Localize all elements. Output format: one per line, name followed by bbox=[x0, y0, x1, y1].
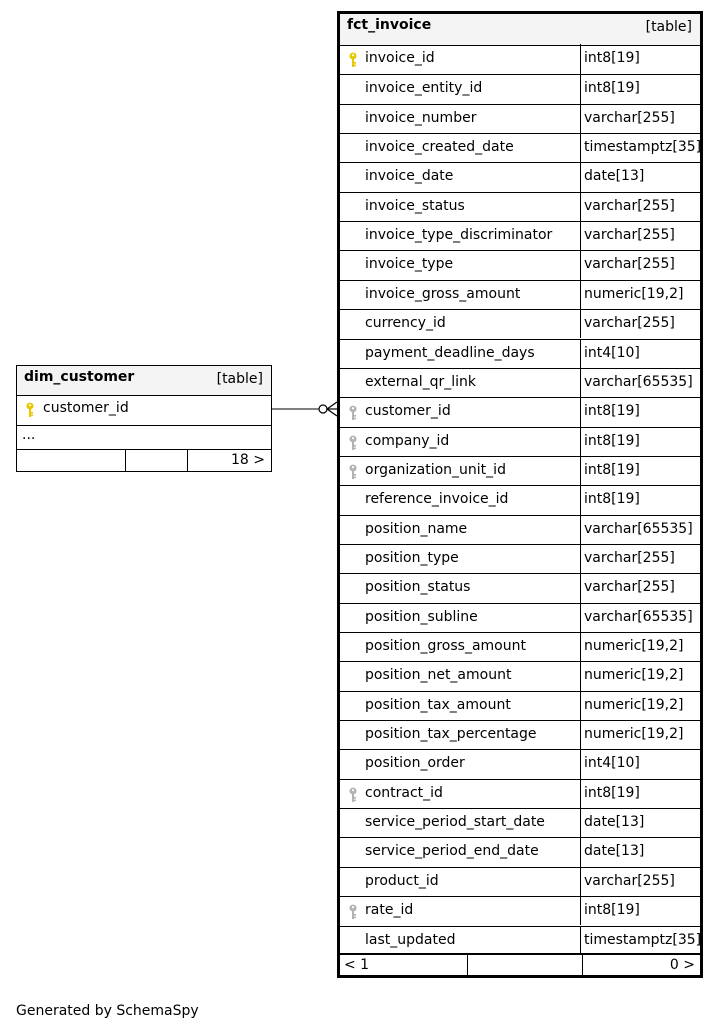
column-name: invoice_gross_amount bbox=[365, 285, 521, 302]
column-row[interactable] bbox=[340, 45, 700, 74]
column-row[interactable] bbox=[340, 867, 700, 896]
column-name: customer_id bbox=[43, 400, 129, 416]
column-name: organization_unit_id bbox=[365, 461, 506, 478]
relationship-zero-marker bbox=[319, 405, 327, 413]
column-type: timestamptz[35] bbox=[584, 931, 702, 948]
dim-customer-ellipsis-row bbox=[17, 425, 271, 449]
column-name: invoice_number bbox=[365, 109, 477, 126]
column-separator bbox=[580, 133, 581, 162]
column-row[interactable] bbox=[340, 133, 700, 162]
column-row[interactable] bbox=[340, 691, 700, 720]
footer-cell-left bbox=[340, 955, 468, 977]
column-row[interactable] bbox=[340, 661, 700, 690]
column-separator bbox=[580, 397, 581, 426]
table-kind: [table] bbox=[216, 371, 263, 387]
column-row[interactable] bbox=[340, 603, 700, 632]
column-separator bbox=[580, 280, 581, 309]
column-separator bbox=[580, 485, 581, 514]
column-row[interactable] bbox=[340, 339, 700, 368]
column-separator bbox=[580, 926, 581, 955]
relationship-crowfoot-top bbox=[327, 402, 337, 409]
column-row[interactable] bbox=[340, 720, 700, 749]
foreign-key-icon bbox=[348, 464, 358, 480]
parents-count: < 1 bbox=[344, 957, 370, 973]
column-row[interactable] bbox=[340, 485, 700, 514]
column-separator bbox=[580, 221, 581, 250]
column-name: service_period_end_date bbox=[365, 843, 539, 860]
primary-key-icon bbox=[25, 402, 35, 418]
column-type: numeric[19,2] bbox=[584, 285, 684, 302]
column-name: product_id bbox=[365, 872, 439, 889]
column-row[interactable] bbox=[340, 573, 700, 602]
column-row[interactable] bbox=[340, 749, 700, 778]
column-separator bbox=[580, 456, 581, 485]
table-kind: [table] bbox=[645, 19, 692, 35]
column-separator bbox=[580, 720, 581, 749]
column-type: int4[10] bbox=[584, 344, 640, 361]
more-columns-ellipsis: ... bbox=[22, 427, 36, 443]
column-name: invoice_id bbox=[365, 50, 435, 66]
foreign-key-icon bbox=[348, 904, 358, 920]
column-row[interactable] bbox=[340, 632, 700, 661]
generated-by-label: Generated by SchemaSpy bbox=[16, 1003, 199, 1019]
column-type: varchar[255] bbox=[584, 872, 675, 889]
column-type: varchar[255] bbox=[584, 227, 675, 244]
column-type: date[13] bbox=[584, 843, 645, 860]
column-type: varchar[255] bbox=[584, 256, 675, 273]
column-type: int8[19] bbox=[584, 80, 640, 97]
column-name: external_qr_link bbox=[365, 373, 477, 390]
primary-key-icon bbox=[348, 52, 358, 68]
column-separator bbox=[580, 808, 581, 837]
fct-invoice-footer bbox=[340, 953, 700, 977]
column-name: position_net_amount bbox=[365, 667, 512, 684]
column-separator bbox=[580, 339, 581, 368]
dim-customer-key-row[interactable] bbox=[17, 395, 271, 425]
column-name: customer_id bbox=[365, 403, 451, 420]
column-separator bbox=[580, 250, 581, 279]
column-type: varchar[65535] bbox=[584, 520, 693, 537]
column-type: numeric[19,2] bbox=[584, 696, 684, 713]
column-row[interactable] bbox=[340, 104, 700, 133]
column-row[interactable] bbox=[340, 808, 700, 837]
column-separator bbox=[580, 162, 581, 191]
column-separator bbox=[580, 427, 581, 456]
dim-customer-header bbox=[17, 366, 271, 396]
column-row[interactable] bbox=[340, 192, 700, 221]
column-name: invoice_type bbox=[365, 256, 454, 273]
column-type: date[13] bbox=[584, 168, 645, 185]
column-name: company_id bbox=[365, 432, 450, 449]
column-name: contract_id bbox=[365, 784, 443, 801]
column-separator bbox=[580, 603, 581, 632]
column-type: numeric[19,2] bbox=[584, 638, 684, 654]
column-type: date[13] bbox=[584, 814, 645, 831]
column-separator bbox=[580, 691, 581, 720]
column-name: invoice_date bbox=[365, 168, 454, 185]
column-row[interactable] bbox=[340, 74, 700, 103]
fct-invoice-header bbox=[340, 14, 700, 46]
column-type: timestamptz[35] bbox=[584, 139, 702, 156]
column-name: position_type bbox=[365, 549, 459, 566]
column-separator bbox=[580, 867, 581, 896]
column-name: service_period_start_date bbox=[365, 814, 545, 831]
foreign-key-icon bbox=[348, 405, 358, 421]
column-type: varchar[255] bbox=[584, 549, 675, 566]
column-type: int8[19] bbox=[584, 50, 640, 66]
column-name: position_name bbox=[365, 520, 468, 537]
column-name: last_updated bbox=[365, 931, 456, 948]
column-type: int8[19] bbox=[584, 784, 640, 801]
column-name: position_tax_amount bbox=[365, 696, 511, 713]
foreign-key-icon bbox=[348, 787, 358, 803]
column-row[interactable] bbox=[340, 896, 700, 925]
column-separator bbox=[580, 896, 581, 925]
table-name: dim_customer bbox=[24, 369, 135, 385]
column-type: numeric[19,2] bbox=[584, 726, 684, 743]
column-type: int4[10] bbox=[584, 755, 640, 772]
column-separator bbox=[580, 749, 581, 778]
column-separator bbox=[580, 74, 581, 103]
column-row[interactable] bbox=[340, 926, 700, 955]
column-type: int8[19] bbox=[584, 432, 640, 449]
column-name: invoice_type_discriminator bbox=[365, 227, 553, 244]
column-type: int8[19] bbox=[584, 403, 640, 420]
column-type: numeric[19,2] bbox=[584, 667, 684, 684]
column-row[interactable] bbox=[340, 280, 700, 309]
column-row[interactable] bbox=[340, 779, 700, 808]
column-separator bbox=[580, 544, 581, 573]
column-row[interactable] bbox=[340, 427, 700, 456]
column-row[interactable] bbox=[340, 397, 700, 426]
column-name: position_subline bbox=[365, 608, 478, 625]
column-type: int8[19] bbox=[584, 491, 640, 508]
column-name: payment_deadline_days bbox=[365, 344, 535, 361]
column-separator bbox=[580, 368, 581, 397]
column-type: varchar[255] bbox=[584, 197, 675, 214]
column-row[interactable] bbox=[340, 837, 700, 866]
column-name: invoice_created_date bbox=[365, 139, 514, 156]
column-type: int8[19] bbox=[584, 902, 640, 919]
footer-cell-left bbox=[17, 450, 126, 472]
column-name: currency_id bbox=[365, 315, 446, 332]
column-separator bbox=[580, 661, 581, 690]
column-row[interactable] bbox=[340, 368, 700, 397]
column-separator bbox=[580, 779, 581, 808]
column-separator bbox=[580, 573, 581, 602]
column-type: varchar[255] bbox=[584, 109, 675, 126]
column-name: invoice_entity_id bbox=[365, 80, 483, 97]
column-type: varchar[65535] bbox=[584, 608, 693, 625]
column-row[interactable] bbox=[340, 544, 700, 573]
relationship-crowfoot-bottom bbox=[327, 409, 337, 416]
column-name: rate_id bbox=[365, 902, 414, 919]
column-name: position_gross_amount bbox=[365, 638, 526, 654]
footer-cell-middle bbox=[126, 450, 188, 472]
column-type: varchar[255] bbox=[584, 579, 675, 596]
fct-invoice-table[interactable] bbox=[337, 11, 703, 978]
column-name: position_order bbox=[365, 755, 465, 772]
column-name: position_tax_percentage bbox=[365, 726, 537, 743]
column-separator bbox=[580, 837, 581, 866]
footer-cell-middle bbox=[468, 955, 583, 977]
column-name: invoice_status bbox=[365, 197, 465, 214]
column-row[interactable] bbox=[340, 515, 700, 544]
column-separator bbox=[580, 632, 581, 661]
column-separator bbox=[580, 515, 581, 544]
dim-customer-table[interactable] bbox=[16, 365, 272, 472]
foreign-key-icon bbox=[348, 435, 358, 451]
table-name: fct_invoice bbox=[347, 17, 432, 33]
column-name: position_status bbox=[365, 579, 471, 596]
column-separator bbox=[580, 44, 581, 74]
column-separator bbox=[580, 309, 581, 338]
column-row[interactable] bbox=[340, 250, 700, 279]
column-row[interactable] bbox=[340, 162, 700, 191]
column-row[interactable] bbox=[340, 221, 700, 250]
column-separator bbox=[580, 104, 581, 133]
column-type: varchar[65535] bbox=[584, 373, 693, 390]
column-name: reference_invoice_id bbox=[365, 491, 509, 508]
children-count: 0 > bbox=[669, 957, 695, 973]
column-row[interactable] bbox=[340, 309, 700, 338]
column-separator bbox=[580, 192, 581, 221]
column-type: int8[19] bbox=[584, 461, 640, 478]
dim-customer-footer bbox=[17, 449, 271, 472]
children-count: 18 > bbox=[231, 452, 265, 468]
column-type: varchar[255] bbox=[584, 315, 675, 332]
column-row[interactable] bbox=[340, 456, 700, 485]
